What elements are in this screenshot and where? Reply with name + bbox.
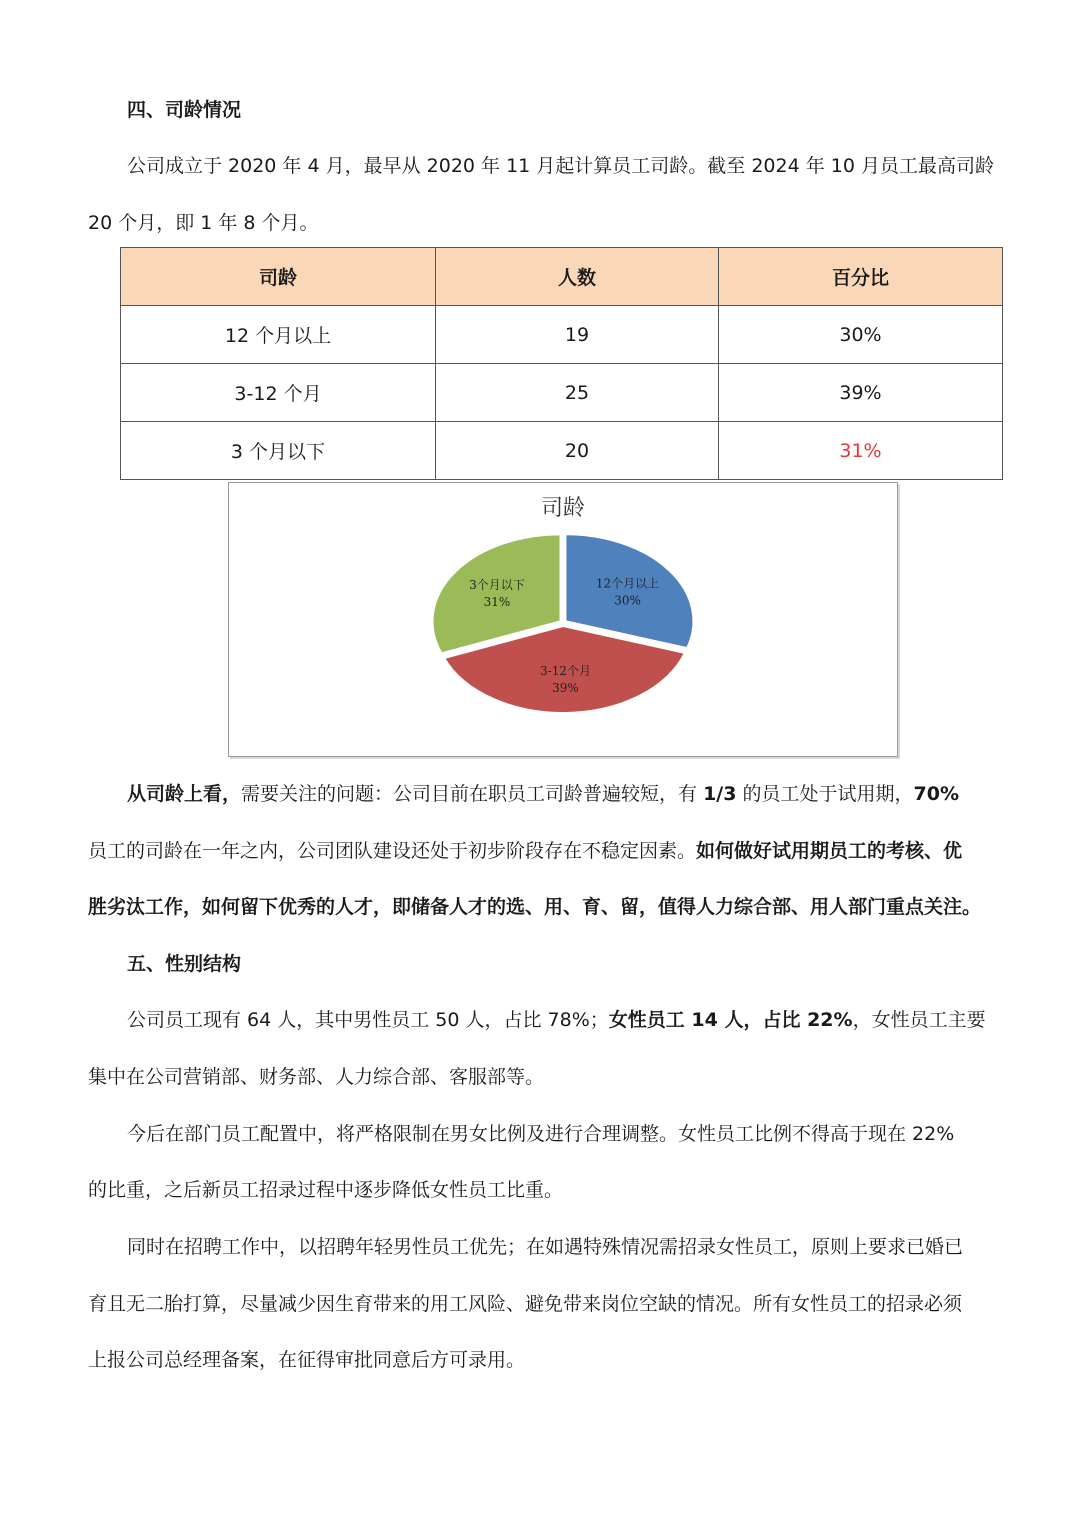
table-row [121, 306, 1003, 364]
cell-count: 19 [436, 306, 719, 364]
pie-chart-svg [229, 483, 897, 756]
cell-percent: 30% [719, 306, 1003, 364]
gender-emphasis: 女性员工 14 人，占比 22% [608, 1009, 853, 1031]
slice-label: 12个月以上 [595, 576, 660, 591]
cell-tenure: 12 个月以上 [121, 306, 436, 364]
slice-percent-label: 30% [614, 593, 641, 608]
tenure-intro-line1: 公司成立于 2020 年 4 月，最早从 2020 年 11 月起计算员工司龄。截至 2024 年 10 月员工最高司龄 [127, 155, 994, 177]
analysis-line1 [127, 779, 959, 806]
cell-percent: 39% [719, 364, 1003, 422]
header-tenure: 司龄 [121, 248, 436, 306]
header-count: 人数 [436, 248, 719, 306]
gender-p3-line2: 育且无二胎打算，尽量减少因生育带来的用工风险、避免带来岗位空缺的情况。所有女性员工的招录必须 [88, 1293, 963, 1315]
gender-p2-line1: 今后在部门员工配置中，将严格限制在男女比例及进行合理调整。女性员工比例不得高于现在 22% [127, 1123, 955, 1145]
gender-p3-line3: 上报公司总经理备案，在征得审批同意后方可录用。 [88, 1349, 526, 1371]
cell-count: 20 [436, 422, 719, 480]
cell-tenure: 3-12 个月 [121, 364, 436, 422]
analysis-fraction: 1/3 [703, 783, 737, 805]
analysis-line3 [88, 892, 981, 919]
tenure-intro-line2: 20 个月，即 1 年 8 个月。 [88, 212, 319, 234]
slice-label: 3-12个月 [540, 664, 591, 679]
analysis-line2 [88, 836, 962, 863]
gender-text: ，女性员工主要 [852, 1009, 986, 1031]
table-row [121, 364, 1003, 422]
slice-label: 3个月以下 [469, 577, 525, 592]
gender-text: 公司员工现有 64 人，其中男性员工 50 人，占比 78%； [127, 1009, 609, 1031]
slice-percent-label: 39% [552, 681, 579, 696]
analysis-text: 的员工处于试用期， [736, 783, 914, 805]
gender-p1-line2: 集中在公司营销部、财务部、人力综合部、客服部等。 [88, 1066, 545, 1088]
header-percent: 百分比 [719, 248, 1003, 306]
gender-p1-line1 [127, 1005, 986, 1032]
section-heading-tenure: 四、司龄情况 [127, 99, 242, 121]
table-header-row [121, 248, 1003, 306]
section-heading-gender: 五、性别结构 [127, 953, 242, 975]
cell-tenure: 3 个月以下 [121, 422, 436, 480]
analysis-emphasis: 胜劣汰工作，如何留下优秀的人才，即储备人才的选、用、育、留，值得人力综合部、用人部门重点关注。 [88, 896, 982, 918]
analysis-emphasis: 如何做好试用期员工的考核、优 [696, 840, 963, 862]
analysis-lead: 从司龄上看， [127, 783, 242, 805]
table-row [121, 422, 1003, 480]
cell-count: 25 [436, 364, 719, 422]
gender-p3-line1: 同时在招聘工作中，以招聘年轻男性员工优先；在如遇特殊情况需招录女性员工，原则上要求已婚已 [127, 1236, 964, 1258]
chart-title: 司龄 [540, 496, 586, 521]
analysis-text: 需要关注的问题：公司目前在职员工司龄普遍较短，有 [241, 783, 704, 805]
tenure-pie-chart [228, 482, 898, 757]
cell-percent-highlight: 31% [719, 422, 1003, 480]
gender-p2-line2: 的比重，之后新员工招录过程中逐步降低女性员工比重。 [88, 1179, 564, 1201]
tenure-table [120, 247, 1003, 480]
analysis-text: 员工的司龄在一年之内，公司团队建设还处于初步阶段存在不稳定因素。 [88, 840, 697, 862]
slice-percent-label: 31% [483, 594, 511, 609]
analysis-percent: 70% [913, 783, 959, 805]
